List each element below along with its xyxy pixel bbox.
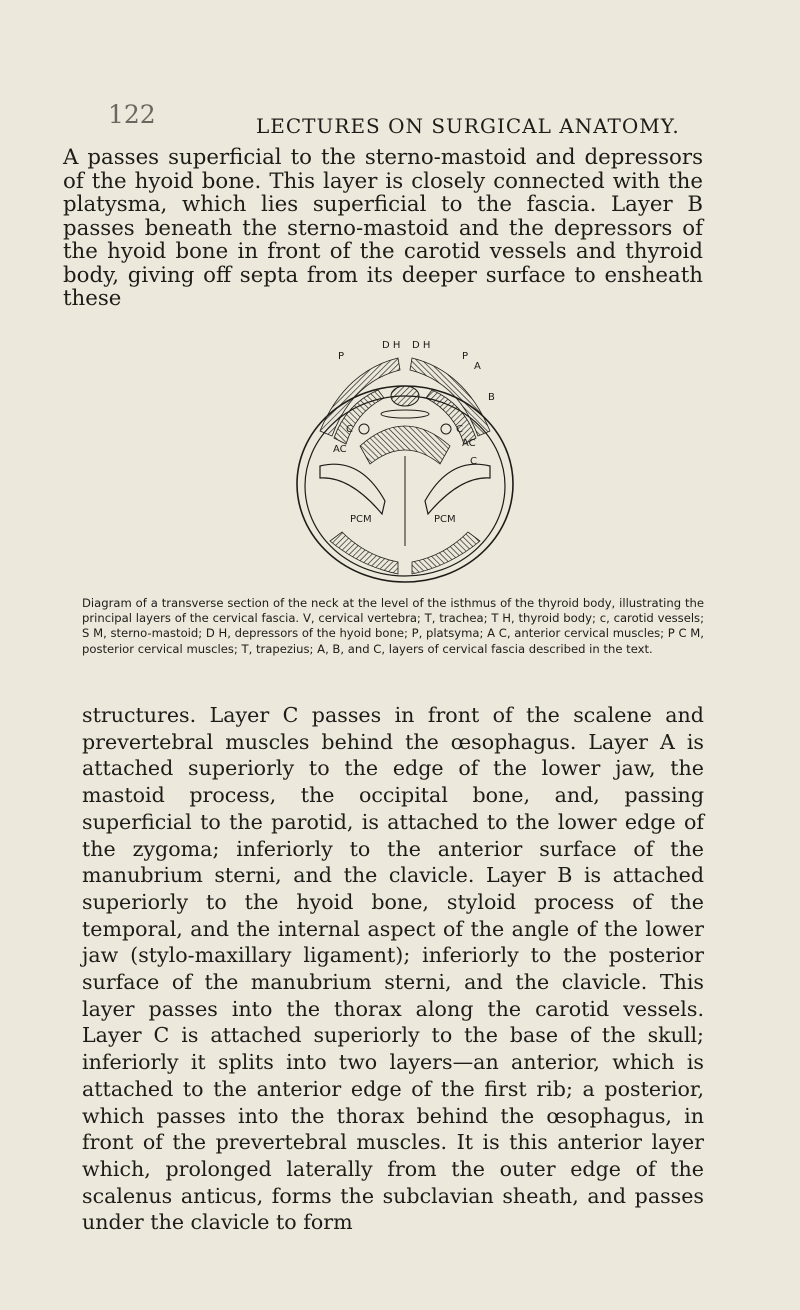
- label-pcm-left: PCM: [350, 514, 372, 525]
- label-p-left: P: [338, 351, 345, 362]
- label-b: B: [488, 392, 495, 403]
- page-header: [108, 100, 708, 140]
- diagram-svg: [290, 336, 520, 586]
- label-c-left: C: [346, 424, 353, 435]
- label-ac-left: AC: [333, 444, 347, 455]
- label-ac-right: AC: [462, 438, 476, 449]
- page-number: 122: [108, 100, 156, 129]
- carotid-left: [359, 424, 369, 434]
- label-c-layer: C: [470, 456, 477, 467]
- layer-c-left: [320, 464, 385, 514]
- trachea: [391, 386, 419, 406]
- label-pcm-right: PCM: [434, 514, 456, 525]
- label-dh-left: D H: [382, 340, 401, 351]
- body-paragraph-1: A passes superficial to the sterno-mastoid and depressors of the hyoid bone. This layer is closely connected with the platysma, which lies superficial to the fascia. Layer B passes beneath the sterno-mastoid and the depressors of the hyoid bone in front of the carotid vessels and thyroid body, giving off septa from its deeper surface to ensheath these: [63, 145, 703, 311]
- layer-c-right: [425, 464, 490, 514]
- figure-caption: Diagram of a transverse section of the neck at the level of the isthmus of the thyroid body, illustrating the principal layers of the cervical fascia. V, cervical vertebra; T, trachea; T H, thyroid body; c, carotid vessels; S M, sterno-mastoid; D H, depressors of the hyoid bone; P, platsyma; A C, anterior cervical muscles; P C M, posterior cervical muscles; T, trapezius; A, B, and C, layers of cervical fascia described in the text.: [82, 596, 704, 656]
- label-p-right: P: [462, 351, 469, 362]
- running-head: LECTURES ON SURGICAL ANATOMY.: [256, 114, 680, 138]
- label-a: A: [474, 361, 481, 372]
- label-c-right: C: [456, 424, 463, 435]
- thyroid-isthmus: [381, 410, 429, 418]
- label-dh-right: D H: [412, 340, 431, 351]
- carotid-right: [441, 424, 451, 434]
- body-paragraph-2: structures. Layer C passes in front of the scalene and prevertebral muscles behind the œsophagus. Layer A is attached superiorly to the edge of the lower jaw, the mastoid process, the occipital bone, and, passing superficial to the parotid, is attached to the lower edge of the zygoma; inferiorly to the anterior surface of the manubrium sterni, and the clavicle. Layer B is attached superiorly to the hyoid bone, styloid process of the temporal, and the internal aspect of the angle of the lower jaw (stylo-maxillary ligament); inferiorly to the posterior surface of the manubrium sterni, and the clavicle. This layer passes into the thorax along the carotid vessels. Layer C is attached superiorly to the base of the skull; inferiorly it splits into two layers—an anterior, which is attached to the anterior edge of the first rib; a posterior, which passes into the thorax behind the œsophagus, in front of the prevertebral muscles. It is this anterior layer which, prolonged laterally from the outer edge of the scalenus anticus, forms the subclavian sheath, and passes under the clavicle to form: [82, 703, 704, 1235]
- neck-cross-section-diagram: [290, 336, 520, 586]
